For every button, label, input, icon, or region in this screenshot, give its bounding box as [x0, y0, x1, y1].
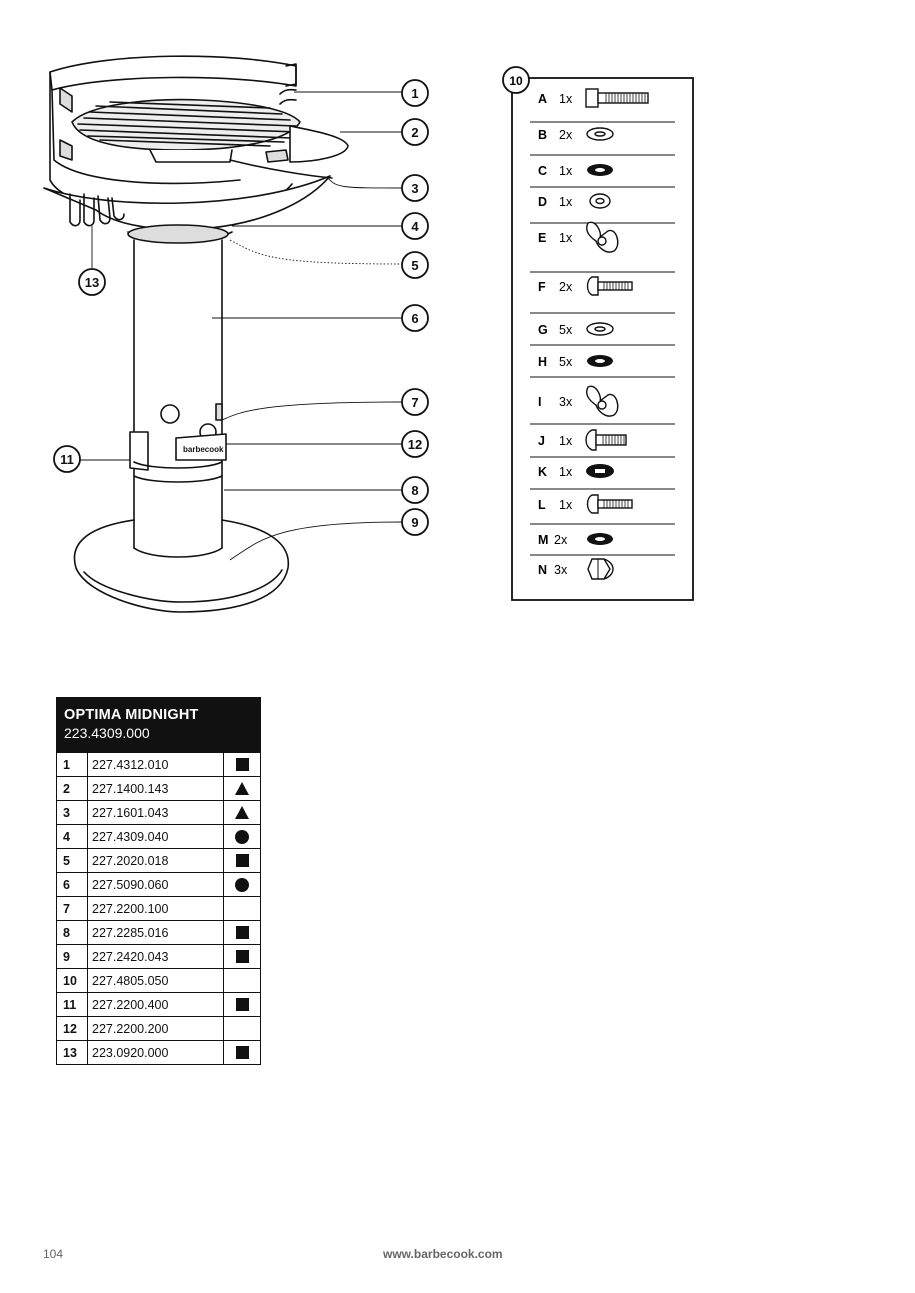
part-symbol-cell: [224, 897, 260, 920]
callout-12: 12: [407, 437, 423, 452]
hardware-letter: K: [538, 465, 548, 479]
part-number-index: 11: [57, 993, 88, 1016]
part-code: 227.2285.016: [88, 921, 224, 944]
callout-10: 10: [509, 74, 523, 88]
part-symbol-cell: [224, 825, 260, 848]
part-symbol-cell: [224, 969, 260, 992]
hardware-letter: I: [538, 395, 542, 409]
triangle-icon: [235, 782, 249, 795]
square-icon: [236, 854, 249, 867]
part-code: 227.2020.018: [88, 849, 224, 872]
hardware-quantity: 3x: [559, 395, 573, 409]
part-number-index: 6: [57, 873, 88, 896]
part-number-index: 8: [57, 921, 88, 944]
part-number-index: 13: [57, 1041, 88, 1064]
hardware-quantity: 1x: [559, 465, 573, 479]
model-name: OPTIMA MIDNIGHT: [64, 707, 199, 723]
flat-washer-icon: [587, 323, 613, 335]
parts-table: [56, 697, 261, 1065]
table-row: [57, 920, 260, 944]
callout-4: 4: [411, 219, 419, 234]
hardware-quantity: 1x: [559, 434, 573, 448]
callout-3: 3: [411, 181, 419, 196]
hardware-quantity: 1x: [559, 164, 573, 178]
part-code: 227.4312.010: [88, 753, 224, 776]
flat-washer-icon: [587, 128, 613, 140]
hardware-letter: H: [538, 355, 548, 369]
hardware-letter: M: [538, 533, 549, 547]
square-icon: [236, 950, 249, 963]
callout-5: 5: [411, 258, 419, 273]
hardware-letter: F: [538, 280, 546, 294]
callout-13: 13: [84, 275, 100, 290]
hardware-letter: G: [538, 323, 548, 337]
hardware-letter: D: [538, 195, 548, 209]
grill-logo: barbecook: [183, 445, 224, 454]
circle-icon: [235, 830, 249, 844]
part-symbol-cell: [224, 777, 260, 800]
hardware-quantity: 1x: [559, 195, 573, 209]
hardware-quantity: 3x: [554, 563, 568, 577]
part-symbol-cell: [224, 945, 260, 968]
hardware-quantity: 5x: [559, 323, 573, 337]
circle-icon: [235, 878, 249, 892]
part-code: 227.2420.043: [88, 945, 224, 968]
callout-8: 8: [411, 483, 419, 498]
part-code: 227.4309.040: [88, 825, 224, 848]
hardware-quantity: 1x: [559, 92, 573, 106]
part-number-index: 5: [57, 849, 88, 872]
square-icon: [236, 926, 249, 939]
hardware-letter: J: [538, 434, 545, 448]
website-url: www.barbecook.com: [383, 1247, 503, 1261]
square-icon: [236, 998, 249, 1011]
table-row: [57, 896, 260, 920]
callout-11: 11: [60, 452, 74, 467]
table-row: [57, 800, 260, 824]
part-symbol-cell: [224, 801, 260, 824]
part-symbol-cell: [224, 849, 260, 872]
square-icon: [236, 758, 249, 771]
callout-9: 9: [411, 515, 419, 530]
part-code: 227.2200.100: [88, 897, 224, 920]
table-row: [57, 776, 260, 800]
table-row: [57, 752, 260, 776]
table-row: [57, 968, 260, 992]
hardware-quantity: 2x: [559, 128, 573, 142]
table-row: [57, 872, 260, 896]
hardware-letter: L: [538, 498, 546, 512]
hardware-letter: E: [538, 231, 547, 245]
callout-6: 6: [411, 311, 419, 326]
hardware-letter: N: [538, 563, 548, 577]
hardware-panel: [0, 0, 915, 620]
part-code: 227.1601.043: [88, 801, 224, 824]
part-number-index: 12: [57, 1017, 88, 1040]
part-symbol-cell: [224, 753, 260, 776]
table-row: [57, 824, 260, 848]
hardware-letter: C: [538, 164, 548, 178]
part-number-index: 3: [57, 801, 88, 824]
part-symbol-cell: [224, 993, 260, 1016]
page-number: 104: [43, 1247, 64, 1261]
hardware-quantity: 1x: [559, 231, 573, 245]
triangle-icon: [235, 806, 249, 819]
part-symbol-cell: [224, 1017, 260, 1040]
part-number-index: 10: [57, 969, 88, 992]
part-number-index: 1: [57, 753, 88, 776]
part-symbol-cell: [224, 921, 260, 944]
hardware-letter: B: [538, 128, 548, 142]
part-number-index: 9: [57, 945, 88, 968]
square-icon: [236, 1046, 249, 1059]
hardware-quantity: 2x: [554, 533, 568, 547]
part-number-index: 7: [57, 897, 88, 920]
cap-nut-icon: [588, 559, 613, 579]
table-row: [57, 1040, 260, 1064]
part-code: 223.0920.000: [88, 1041, 224, 1064]
model-code: 223.4309.000: [64, 725, 150, 741]
part-number-index: 2: [57, 777, 88, 800]
table-row: [57, 992, 260, 1016]
callout-2: 2: [411, 125, 419, 140]
rubber-washer-icon: [587, 355, 613, 367]
part-code: 227.5090.060: [88, 873, 224, 896]
hardware-quantity: 2x: [559, 280, 573, 294]
table-row: [57, 1016, 260, 1040]
callout-7: 7: [411, 395, 419, 410]
part-symbol-cell: [224, 873, 260, 896]
spring-washer-icon: [590, 194, 610, 208]
table-row: [57, 944, 260, 968]
hardware-letter: A: [538, 92, 548, 106]
callout-1: 1: [411, 86, 419, 101]
hardware-quantity: 5x: [559, 355, 573, 369]
part-code: 227.4805.050: [88, 969, 224, 992]
part-number-index: 4: [57, 825, 88, 848]
square-hole-washer-icon: [586, 464, 614, 478]
rubber-washer-icon: [587, 164, 613, 176]
part-code: 227.2200.400: [88, 993, 224, 1016]
rubber-washer-icon: [587, 533, 613, 545]
parts-table-header: [57, 698, 260, 752]
part-code: 227.1400.143: [88, 777, 224, 800]
table-row: [57, 848, 260, 872]
hardware-quantity: 1x: [559, 498, 573, 512]
part-code: 227.2200.200: [88, 1017, 224, 1040]
part-symbol-cell: [224, 1041, 260, 1064]
